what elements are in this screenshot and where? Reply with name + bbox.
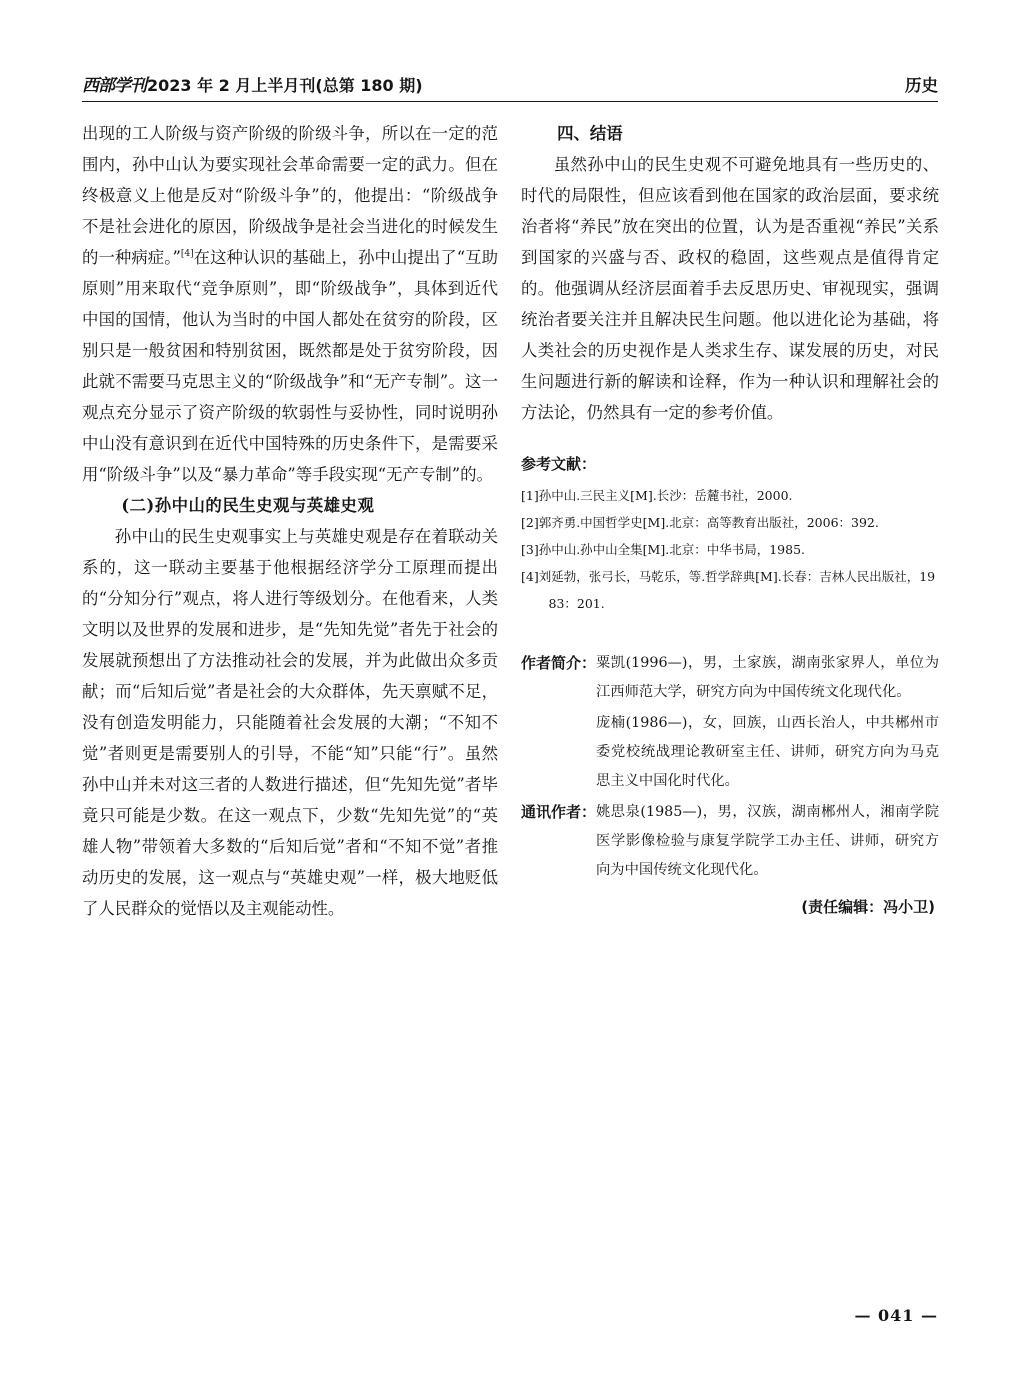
author-bio: 庞楠(1986—)，女，回族，山西长治人，中共郴州市委党校统战理论教研室主任、讲师，研究方向为马克思主义中国化时代化。 (596, 715, 939, 789)
author-info (521, 649, 939, 885)
references-title: 参考文献： (521, 455, 597, 473)
body-paragraph: 孙中山的民生史观事实上与英雄史观是存在着联动关系的，这一联动主要基于他根据经济学分工原理而提出的“分知分行”观点，将人进行等级划分。在他看来，人类文明以及世界的发展和进步，是“先知先觉”者先于社会的发展就预想出了方法推动社会的发展，并为此做出众多贡献；而“后知后觉”者是社会的大众群体，先天禀赋不足，没有创造发明能力，只能随着社会发展的大潮；“不知不觉”者则更是需要别人的引导，不能“知”只能“行”。虽然孙中山并未对这三者的人数进行描述，但“先知先觉”者毕竟只可能是少数。在这一观点下，少数“先知先觉”的“英雄人物”带领着大多数的“后知后觉”者和“不知不觉”者推动历史的发展，这一观点与“英雄史观”一样，极大地贬低了人民群众的觉悟以及主观能动性。 (82, 527, 498, 918)
journal-issue (82, 71, 423, 96)
citation-marker: [4] (180, 249, 194, 259)
journal-logo: 西部学刊 (82, 76, 146, 96)
section-heading: 四、结语 (557, 124, 623, 143)
reference-item: [1]孙中山.三民主义[M].长沙：岳麓书社，2000. (521, 488, 793, 503)
reference-list (521, 482, 939, 617)
subsection-heading: (二)孙中山的民生史观与英雄史观 (121, 496, 375, 515)
corresponding-author (521, 798, 939, 885)
corresponding-author-bio: 姚思泉(1985—)，男，汉族，湖南郴州人，湘南学院医学影像检验与康复学院学工办主任、讲师，研究方向为中国传统文化现代化。 (596, 804, 939, 878)
right-column (521, 118, 939, 922)
paragraph-text: 在这种认识的基础上，孙中山提出了“互助原则”用来取代“竞争原则”，即“阶级战争”，具体到近代中国的国情，他认为当时的中国人都处在贫穷的阶段，区别只是一般贫困和特别贫困，既然都是处于贫穷阶段，因此就不需要马克思主义的“阶级战争”和“无产专制”。这一观点充分显示了资产阶级的软弱性与妥协性，同时说明孙中山没有意识到在近代中国特殊的历史条件下，是需要采用“阶级斗争”以及“暴力革命”等手段实现“无产专制”的。 (82, 248, 498, 484)
editor-credit: (责任编辑：冯小卫) (801, 898, 935, 916)
author-label: 作者简介： (521, 654, 597, 672)
paragraph-text: 出现的工人阶级与资产阶级的阶级斗争，所以在一定的范围内，孙中山认为要实现社会革命需要一定的武力。但在终极意义上他是反对“阶级斗争”的，他提出：“阶级战争不是社会进化的原因，阶级战争是社会当进化的时候发生的一种病症。” (82, 124, 498, 267)
section-tag: 历史 (905, 76, 938, 95)
corresponding-author-body (596, 798, 939, 885)
issue-info: 2023 年 2 月上半月刊(总第 180 期) (147, 76, 423, 95)
page-header (82, 68, 938, 102)
author-bio-list (596, 649, 939, 796)
left-column (82, 118, 498, 924)
body-paragraph (82, 118, 498, 490)
author-bios (521, 649, 939, 796)
page-number: — 041 — (854, 1306, 938, 1325)
reference-item: [3]孙中山.孙中山全集[M].北京：中华书局，1985. (521, 542, 805, 557)
corresponding-author-label: 通讯作者： (521, 803, 597, 821)
author-bio: 粟凯(1996—)，男，土家族，湖南张家界人，单位为江西师范大学，研究方向为中国传统文化现代化。 (596, 655, 939, 700)
conclusion-paragraph: 虽然孙中山的民生史观不可避免地具有一些历史的、时代的局限性，但应该看到他在国家的政治层面，要求统治者将“养民”放在突出的位置，认为是否重视“养民”关系到国家的兴盛与否、政权的稳固，这些观点是值得肯定的。他强调从经济层面着手去反思历史、审视现实，强调统治者要关注并且解决民生问题。他以进化论为基础，将人类社会的历史视作是人类求生存、谋发展的历史，对民生问题进行新的解读和诠释，作为一种认识和理解社会的方法论，仍然具有一定的参考价值。 (521, 155, 939, 422)
reference-item: [2]郭齐勇.中国哲学史[M].北京：高等教育出版社，2006：392. (521, 515, 879, 530)
reference-item: [4]刘延勃，张弓长，马乾乐，等.哲学辞典[M].长春：吉林人民出版社，1983：201. (521, 569, 936, 611)
